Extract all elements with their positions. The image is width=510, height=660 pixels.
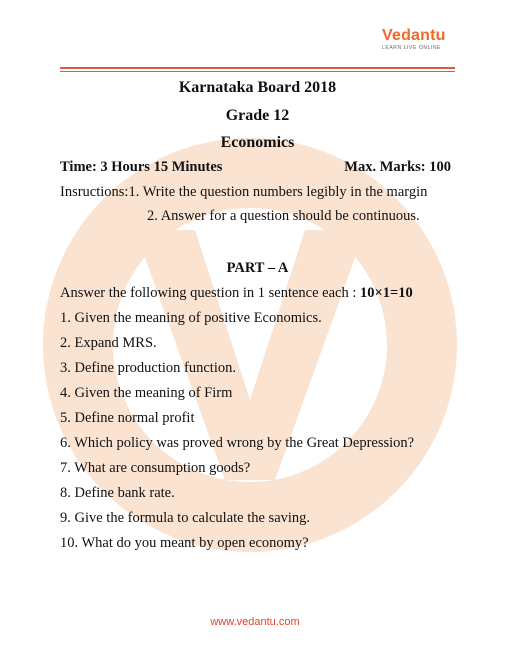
grade-title: Grade 12 — [225, 107, 290, 124]
question-9: 9. Give the formula to calculate the saving. — [60, 510, 311, 526]
board-title: Karnataka Board 2018 — [178, 79, 337, 96]
question-2: 2. Expand MRS. — [60, 335, 157, 351]
header-rule-thick — [60, 67, 455, 69]
question-3: 3. Define production function. — [60, 360, 236, 376]
question-6: 6. Which policy was proved wrong by the Great Depression? — [60, 435, 415, 451]
question-10: 10. What do you meant by open economy? — [60, 535, 309, 551]
logo-brand: Vedantu — [382, 27, 446, 44]
question-1: 1. Given the meaning of positive Economics. — [60, 310, 322, 326]
instruction-2: 2. Answer for a question should be continuous. — [147, 208, 420, 224]
question-7: 7. What are consumption goods? — [60, 460, 251, 476]
question-8: 8. Define bank rate. — [60, 485, 175, 501]
question-5: 5. Define normal profit — [60, 410, 195, 426]
max-marks: Max. Marks: 100 — [344, 159, 451, 175]
subject-title: Economics — [220, 134, 295, 151]
part-prompt: Answer the following question in 1 sentence each : — [60, 285, 360, 301]
header-rule-thin — [60, 71, 455, 72]
instruction-1: Insructions:1. Write the question numbers legibly in the margin — [60, 184, 428, 200]
vedantu-logo — [382, 28, 454, 54]
part-marks: 10×1=10 — [360, 285, 413, 301]
meta-row — [60, 158, 455, 176]
logo-tagline: LEARN LIVE ONLINE — [382, 45, 442, 51]
time-allowed: Time: 3 Hours 15 Minutes — [60, 159, 223, 175]
part-prompt-row — [60, 284, 413, 302]
part-title: PART – A — [226, 260, 289, 276]
footer-url[interactable]: www.vedantu.com — [210, 616, 300, 628]
question-4: 4. Given the meaning of Firm — [60, 385, 233, 401]
